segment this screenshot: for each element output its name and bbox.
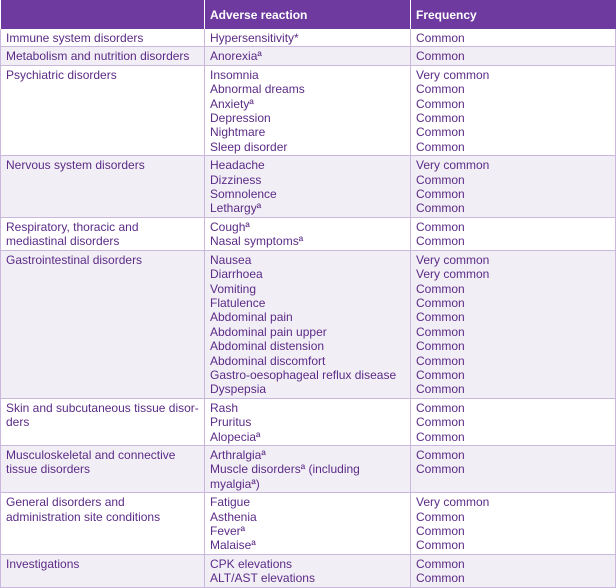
system-organ-class-label: Metabolism and nutrition disorders [6, 49, 190, 64]
frequency-item: Common [416, 49, 465, 64]
frequency-cell [411, 47, 616, 65]
frequency-item: Common [416, 339, 465, 354]
adverse-reaction-item: Somnolence [210, 187, 277, 202]
frequency-item: Common [416, 125, 465, 140]
frequency-item: Common [416, 400, 465, 415]
frequency-item: Common [416, 187, 465, 202]
header-frequency: Frequency [411, 0, 616, 29]
adverse-reaction-item: Arthralgiaª [210, 447, 266, 462]
adverse-reaction-item: Anxietyª [210, 96, 254, 111]
system-organ-class-label: Gastrointestinal disorders [6, 252, 143, 267]
adverse-reaction-item: Gastro-oesophageal reflux disease [210, 367, 397, 382]
frequency-item: Common [416, 556, 465, 571]
frequency-item: Very common [416, 67, 490, 82]
adverse-reaction-item: Dizziness [210, 172, 262, 187]
system-organ-class-label: Investigations [6, 556, 80, 571]
system-organ-class-label: Nervous system disorders [6, 158, 145, 173]
adverse-reaction-item: Insomnia [210, 67, 259, 82]
frequency-cell [411, 156, 616, 218]
frequency-item: Common [416, 139, 465, 154]
table-row [1, 217, 616, 250]
frequency-item: Common [416, 172, 465, 187]
adverse-reaction-cell [205, 554, 411, 587]
adverse-reaction-item: Lethargyª [210, 201, 262, 216]
frequency-item: Common [416, 353, 465, 368]
adverse-reaction-item: Abdominal discomfort [210, 353, 326, 368]
frequency-item: Common [416, 538, 465, 553]
adverse-reaction-item: Abnormal dreams [210, 82, 305, 97]
frequency-item: Common [416, 571, 465, 586]
frequency-cell [411, 445, 616, 492]
system-organ-class-cell [1, 156, 205, 218]
adverse-reaction-item: Vomiting [210, 281, 257, 296]
system-organ-class-cell [1, 29, 205, 47]
adverse-reaction-cell [205, 250, 411, 398]
frequency-item: Common [416, 295, 465, 310]
adverse-reaction-item: Diarrhoea [210, 267, 263, 282]
frequency-item: Common [416, 324, 465, 339]
system-organ-class-cell [1, 493, 205, 555]
table-row [1, 65, 616, 155]
system-organ-class-label: Psychiatric disorders [6, 67, 117, 82]
table-header-row [1, 0, 616, 29]
adverse-reaction-item: Anorexiaª [210, 49, 262, 64]
frequency-cell [411, 398, 616, 445]
system-organ-class-label: Respiratory, thoracic and mediastinal disorders [6, 219, 139, 249]
system-organ-class-cell [1, 65, 205, 155]
table-row [1, 47, 616, 65]
frequency-item: Common [416, 111, 465, 126]
adverse-reaction-item: Nausea [210, 252, 252, 267]
adverse-reaction-cell [205, 65, 411, 155]
table-row [1, 398, 616, 445]
frequency-item: Common [416, 310, 465, 325]
frequency-item: Common [416, 201, 465, 216]
frequency-item: Common [416, 234, 465, 249]
table-row [1, 445, 616, 492]
adverse-reaction-cell [205, 47, 411, 65]
adverse-reaction-item: Sleep disorder [210, 139, 288, 154]
frequency-item: Common [416, 367, 465, 382]
system-organ-class-cell [1, 250, 205, 398]
frequency-item: Very common [416, 267, 490, 282]
system-organ-class-cell [1, 217, 205, 250]
adverse-reaction-cell [205, 445, 411, 492]
table-row [1, 250, 616, 398]
header-adverse-reaction: Adverse reaction [205, 0, 411, 29]
frequency-item: Common [416, 429, 465, 444]
system-organ-class-label: Immune system disorders [6, 31, 144, 45]
frequency-item: Common [416, 509, 465, 524]
adverse-reaction-item: Depression [210, 111, 271, 126]
system-organ-class-cell [1, 47, 205, 65]
adverse-reaction-cell [205, 217, 411, 250]
frequency-cell [411, 250, 616, 398]
table-row [1, 29, 616, 47]
adverse-reaction-item: Asthenia [210, 509, 257, 524]
adverse-reaction-item: Dyspepsia [210, 382, 267, 397]
adverse-reaction-item: Alopeciaª [210, 429, 261, 444]
adverse-reaction-item: CPK elevations [210, 556, 293, 571]
system-organ-class-label: General disorders and administration site conditions [6, 495, 161, 524]
adverse-reaction-cell [205, 398, 411, 445]
frequency-item: Very common [416, 495, 490, 510]
frequency-cell [411, 65, 616, 155]
header-system-organ-class [1, 0, 205, 29]
adverse-reaction-cell [205, 29, 411, 47]
adverse-reaction-item: Hypersensitivity* [210, 31, 299, 45]
adverse-reaction-item: Fatigue [210, 495, 251, 510]
adverse-reaction-item: Abdominal pain [210, 310, 293, 325]
adverse-reaction-item: Coughª [210, 219, 250, 234]
adverse-reaction-item: Nasal symptomsª [210, 234, 304, 249]
frequency-item: Common [416, 447, 465, 462]
table-row [1, 554, 616, 587]
frequency-item: Common [416, 31, 465, 45]
system-organ-class-label: Musculoskeletal and connective tissue disorders [6, 447, 176, 477]
adverse-reaction-cell [205, 156, 411, 218]
system-organ-class-cell [1, 554, 205, 587]
frequency-item: Very common [416, 158, 490, 173]
adverse-reaction-item: Abdominal pain upper [210, 324, 327, 339]
adverse-reaction-item: Feverª [210, 524, 246, 538]
frequency-item: Common [416, 462, 465, 477]
frequency-cell [411, 29, 616, 47]
frequency-item: Common [416, 281, 465, 296]
adverse-reaction-item: Pruritus [210, 415, 252, 430]
system-organ-class-cell [1, 398, 205, 445]
adverse-reaction-item: Muscle disordersª (including myalgiaª) [210, 462, 360, 491]
table-row [1, 493, 616, 555]
frequency-item: Common [416, 219, 465, 234]
adverse-reaction-cell [205, 493, 411, 555]
adverse-reaction-item: Nightmare [210, 125, 266, 140]
frequency-item: Common [416, 82, 465, 97]
frequency-cell [411, 493, 616, 555]
adverse-reaction-item: Flatulence [210, 295, 266, 310]
frequency-item: Common [416, 382, 465, 397]
frequency-cell [411, 217, 616, 250]
adverse-reaction-item: Rash [210, 400, 239, 415]
system-organ-class-cell [1, 445, 205, 492]
table-row [1, 156, 616, 218]
table-body [1, 29, 616, 587]
adverse-reaction-item: Headache [210, 158, 265, 173]
frequency-cell [411, 554, 616, 587]
frequency-item: Common [416, 524, 465, 538]
adverse-reaction-item: Malaiseª [210, 538, 256, 553]
adverse-reaction-item: Abdominal distension [210, 339, 325, 354]
frequency-item: Common [416, 96, 465, 111]
system-organ-class-label: Skin and subcutaneous tissue disor- ders [6, 400, 199, 430]
adverse-reaction-item: ALT/AST elevations [210, 571, 315, 586]
frequency-item: Common [416, 415, 465, 430]
frequency-item: Very common [416, 252, 490, 267]
